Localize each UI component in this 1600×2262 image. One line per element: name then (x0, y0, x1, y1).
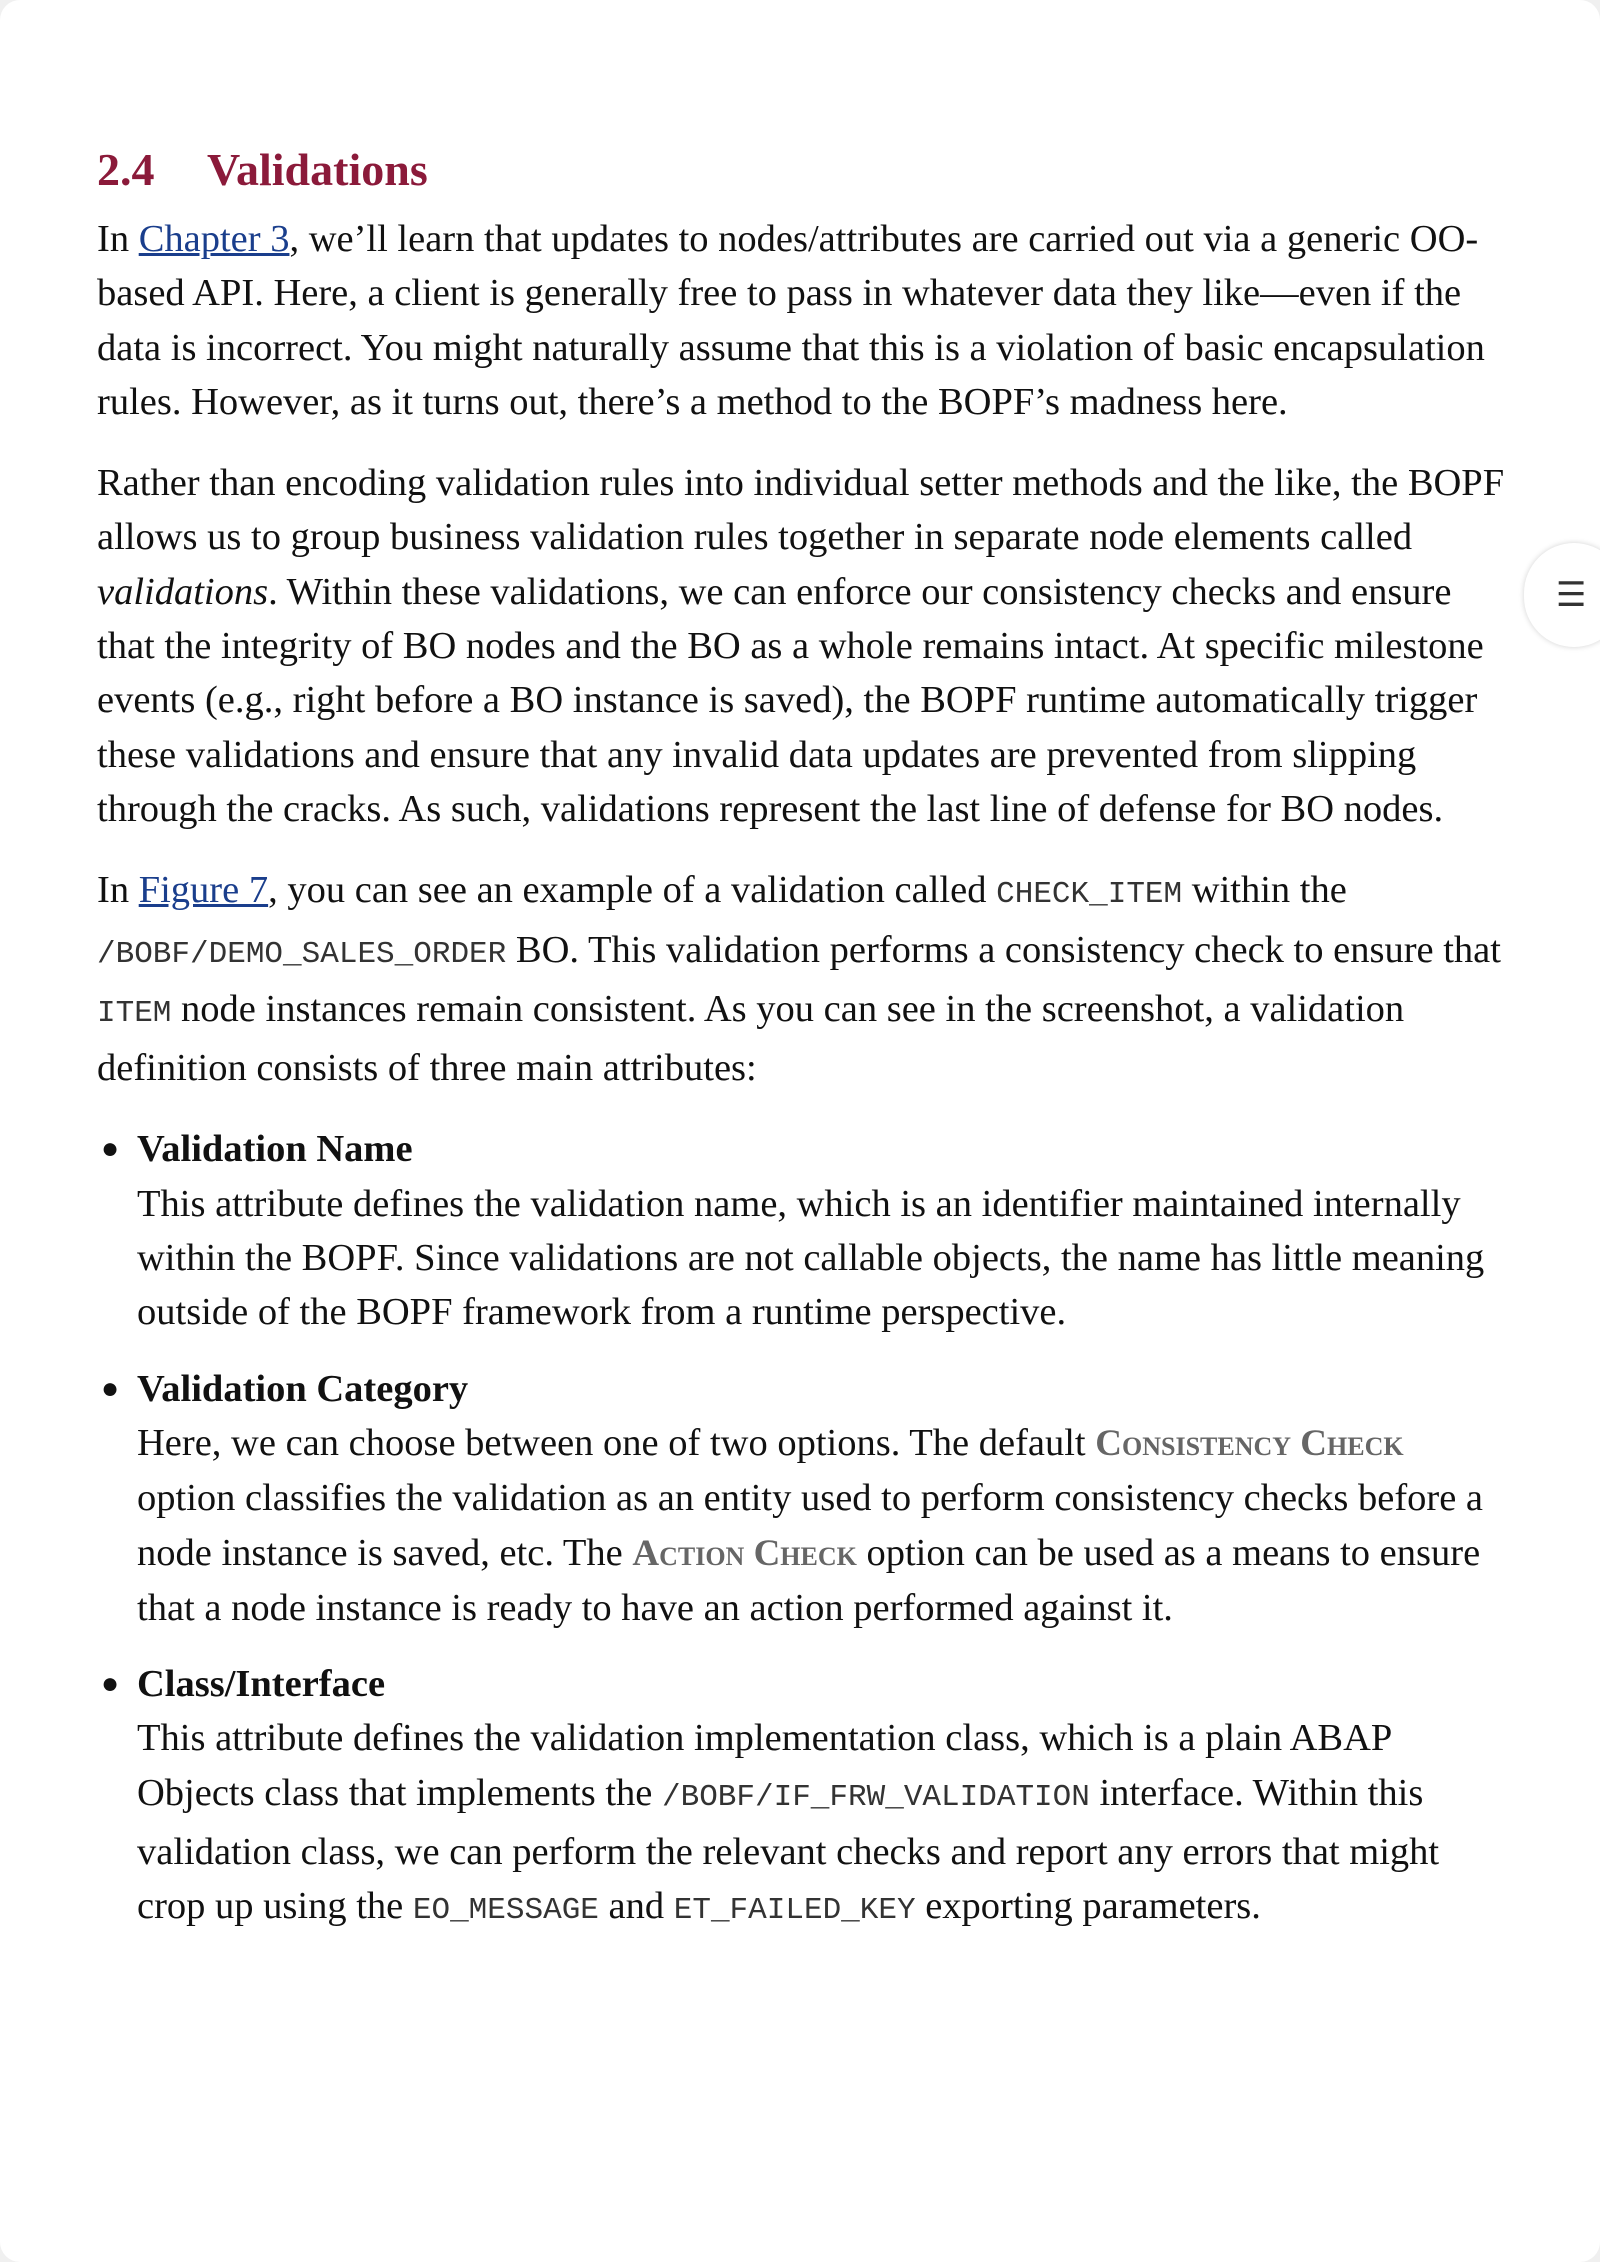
text: within the (1182, 869, 1347, 912)
list-item-class-interface (97, 1657, 1507, 1938)
term-class-interface: Class/Interface (137, 1663, 386, 1706)
list-item-validation-category (97, 1362, 1507, 1635)
text: In (97, 869, 139, 912)
hamburger-menu-icon: ☰ (1556, 575, 1587, 615)
text: This attribute defines the validation name, which is an identifier maintained internally within the BOPF. Since validations are not callable objects, the name has little meaning outside of the BOPF framework from a runtime perspective. (137, 1182, 1485, 1334)
text: option classifies the validation as an entity used to perform consistency checks before a node instance is saved, etc. The (137, 1477, 1484, 1574)
list-item-validation-name (97, 1122, 1507, 1339)
code-eo-message: EO_MESSAGE (412, 1893, 599, 1929)
text: option can be used as a means to ensure that a node instance is ready to have an action performed against it. (137, 1531, 1481, 1629)
code-check-item: CHECK_ITEM (996, 877, 1183, 913)
text: . Within these validations, we can enforce our consistency checks and ensure that the integrity of BO nodes and the BO as a whole remains intact. At specific milestone events (e.g., right before a BO instance is saved), the BOPF runtime automatically trigger these validations and ensure that any invalid data updates are prevented from slipping through the cracks. As such, validations represent the last line of defense for BO nodes. (97, 570, 1484, 830)
term-validation-name: Validation Name (137, 1128, 413, 1171)
text: , you can see an example of a validation called (268, 869, 997, 912)
emphasis-validations: validations (97, 570, 269, 613)
figure-7-link[interactable]: Figure 7 (138, 869, 269, 912)
document-content (97, 140, 1507, 1961)
paragraph-figure (97, 863, 1507, 1095)
text: node instances remain consistent. As you can see in the screenshot, a validation definition consists of three main attributes: (97, 987, 1405, 1090)
code-if-frw-validation: /BOBF/IF_FRW_VALIDATION (661, 1779, 1090, 1815)
toc-menu-button[interactable] (1524, 543, 1600, 647)
paragraph-intro (97, 212, 1507, 429)
section-number: 2.4 (97, 144, 155, 195)
text: This attribute defines the validation implementation class, which is a plain ABAP Objects class that implements the (137, 1717, 1391, 1814)
section-heading (97, 140, 1507, 200)
text: Here, we can choose between one of two options. The default (137, 1421, 1096, 1464)
code-item: ITEM (97, 995, 172, 1031)
bullet-icon: ● (101, 1667, 120, 1701)
option-consistency-check: Consistency Check (1095, 1422, 1404, 1464)
bullet-icon: ● (101, 1371, 120, 1405)
code-demo-sales-order: /BOBF/DEMO_SALES_ORDER (97, 936, 507, 972)
text: interface. Within this validation class, we can perform the relevant checks and report any errors that might crop up using the (137, 1771, 1440, 1928)
text: exporting parameters. (915, 1885, 1261, 1928)
chapter-3-link[interactable]: Chapter 3 (138, 218, 290, 260)
term-validation-category: Validation Category (137, 1367, 469, 1410)
bullet-icon: ● (101, 1132, 120, 1166)
text: BO. This validation performs a consistency check to ensure that (506, 928, 1501, 971)
section-title: Validations (207, 144, 428, 195)
option-action-check: Action Check (632, 1532, 857, 1574)
text: Rather than encoding validation rules into individual setter methods and the like, the BOPF allows us to group business validation rules together in separate node elements called (97, 462, 1505, 559)
text: , we’ll learn that updates to nodes/attributes are carried out via a generic OO-based API. Here, a client is generally free to pass in whatever data they like—even if the data is incorrect. You might naturally assume that this is a violation of basic encapsulation rules. However, as it turns out, there’s a method to the BOPF’s madness here. (97, 218, 1485, 423)
text: In (97, 218, 139, 260)
attribute-list (97, 1122, 1507, 1938)
code-et-failed-key: ET_FAILED_KEY (673, 1893, 916, 1929)
text: and (598, 1885, 674, 1928)
paragraph-validations (97, 456, 1507, 836)
